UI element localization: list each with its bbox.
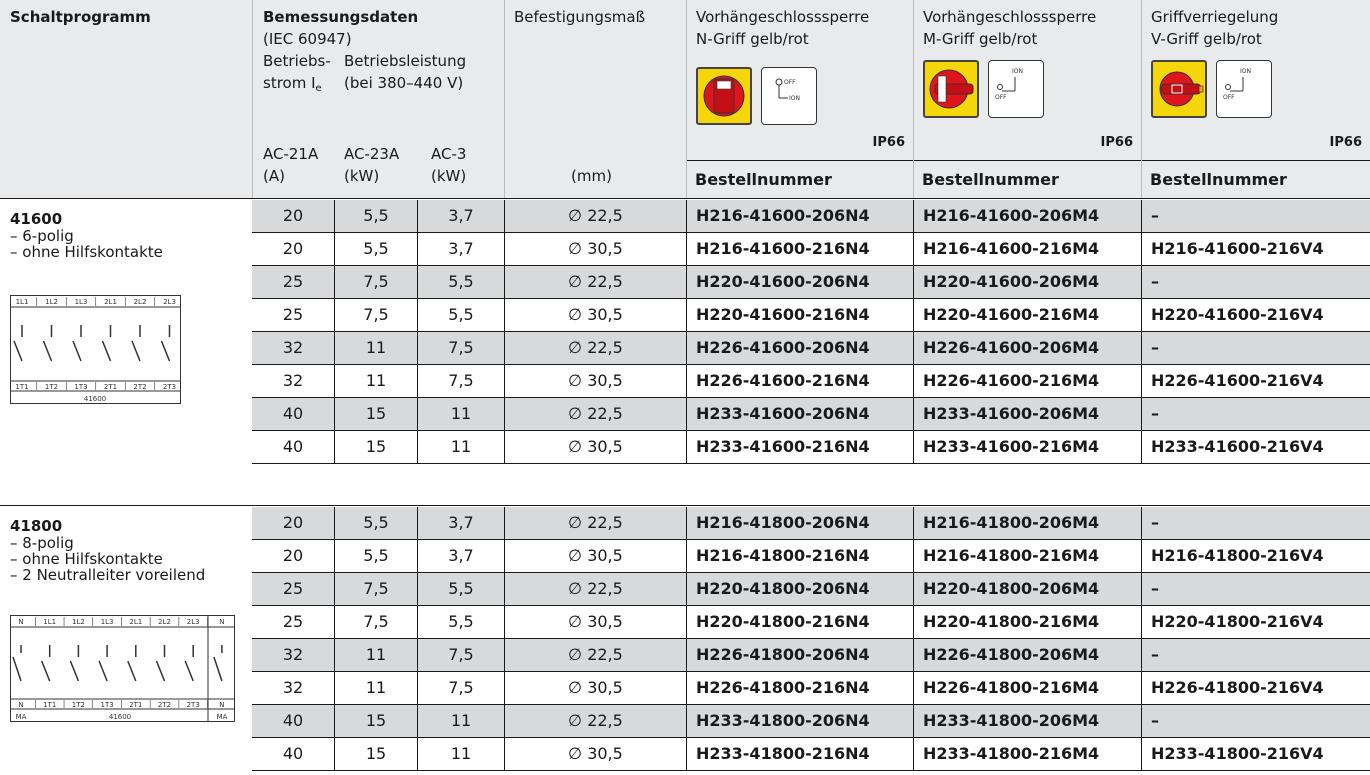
group-41600-rows	[252, 200, 1370, 464]
cell-ac23: 11	[334, 672, 417, 704]
diagram-top-label: 2L2	[158, 618, 171, 626]
diagram-bottom-label: 2T3	[186, 701, 200, 709]
v-griff-symbol-icon	[1216, 60, 1272, 118]
cell-order-m: H233-41600-206M4	[913, 398, 1141, 430]
cell-ac3: 5,5	[417, 573, 504, 605]
m-griff-off-label: OFF	[995, 94, 1007, 101]
cell-order-n: H226-41600-206N4	[686, 332, 913, 364]
cell-ac21: 25	[282, 305, 304, 324]
header-col-befestigung	[504, 0, 686, 198]
cell-mount: ∅ 22,5	[504, 398, 686, 430]
diagram-top-label: 1L1	[43, 618, 57, 626]
cell-order-n: H216-41600-206N4	[686, 200, 913, 232]
diagram-bottom-label: 2T2	[133, 383, 147, 391]
cell-ac3: 7,5	[417, 639, 504, 671]
cell-order-n: H220-41800-216N4	[686, 606, 913, 638]
cell-ac21: 25	[282, 272, 304, 291]
cell-mount: ∅ 30,5	[504, 233, 686, 265]
table-row	[252, 365, 1370, 398]
diagram-bottom-label: 2T1	[129, 701, 143, 709]
diagram-top-label: N	[18, 618, 24, 626]
cell-ac23: 7,5	[334, 266, 417, 298]
cell-order-m: H220-41600-206M4	[913, 266, 1141, 298]
table-row	[252, 200, 1370, 233]
cell-ac3: 11	[417, 431, 504, 463]
cell-mount: ∅ 30,5	[504, 606, 686, 638]
diagram-top-label: 1L2	[45, 298, 58, 306]
m-griff-images	[923, 60, 1044, 118]
cell-order-v: H233-41800-216V4	[1141, 738, 1370, 770]
diagram-top-label: 2L2	[133, 298, 147, 306]
diagram-41800-left-ma: MA	[15, 713, 27, 721]
cell-order-n: H220-41800-206N4	[686, 573, 913, 605]
cell-order-m: H216-41600-216M4	[913, 233, 1141, 265]
n-griff-images	[696, 67, 817, 125]
table-row	[252, 233, 1370, 266]
cell-order-v: H233-41600-216V4	[1141, 431, 1370, 463]
cell-mount: ∅ 22,5	[504, 639, 686, 671]
cell-mount: ∅ 22,5	[504, 573, 686, 605]
circuit-diagram-41800	[10, 615, 236, 727]
diagram-top-label: 1L2	[71, 618, 85, 626]
header-power-line1: Betriebsleistung	[344, 52, 467, 70]
header-col-m-griff	[913, 0, 1141, 198]
diagram-top-label: 2L1	[104, 298, 117, 306]
diagram-bottom-label: 2T3	[162, 383, 177, 391]
diagram-41800-right-ma: MA	[216, 713, 228, 721]
table-row	[252, 738, 1370, 771]
cell-ac3: 11	[417, 705, 504, 737]
diagram-top-label: 2L3	[163, 298, 176, 306]
cell-ac3: 11	[417, 398, 504, 430]
cell-mount: ∅ 22,5	[504, 705, 686, 737]
table-row	[252, 705, 1370, 738]
cell-order-n: H216-41600-216N4	[686, 233, 913, 265]
cell-order-v: H220-41800-216V4	[1141, 606, 1370, 638]
cell-order-n: H216-41800-216N4	[686, 540, 913, 572]
cell-ac21: 32	[282, 678, 304, 697]
cell-order-v: –	[1141, 507, 1370, 539]
cell-mount: ∅ 22,5	[504, 266, 686, 298]
m-griff-order-header	[914, 160, 1141, 198]
cell-ac21: 40	[282, 744, 304, 763]
header-m-line1: Vorhängeschlosssperre	[923, 8, 1097, 26]
diagram-bottom-label: 2T2	[157, 701, 172, 709]
cell-order-m: H233-41800-206M4	[913, 705, 1141, 737]
cell-order-v: –	[1141, 398, 1370, 430]
header-current-text: strom I	[263, 74, 316, 92]
diagram-bottom-label: 1T2	[44, 383, 59, 391]
cell-ac21: 25	[282, 579, 304, 598]
cell-ac23: 15	[334, 398, 417, 430]
diagram-bottom-label: 1T1	[15, 383, 29, 391]
cell-order-n: H216-41800-206N4	[686, 507, 913, 539]
v-griff-images	[1151, 60, 1272, 118]
cell-ac3: 11	[417, 738, 504, 770]
cell-ac3: 3,7	[417, 540, 504, 572]
n-griff-handle-icon	[696, 67, 752, 125]
v-griff-ip: IP66	[1329, 135, 1362, 150]
header-current-line2	[263, 72, 322, 100]
header-current-subscript: e	[315, 83, 322, 94]
table-row	[252, 507, 1370, 540]
cell-order-m: H220-41800-206M4	[913, 573, 1141, 605]
cell-order-v: H226-41600-216V4	[1141, 365, 1370, 397]
cell-ac23: 7,5	[334, 299, 417, 331]
cell-order-m: H233-41800-216M4	[913, 738, 1141, 770]
header-col-n-griff	[686, 0, 913, 198]
header-ac23-unit: (kW)	[344, 167, 380, 185]
diagram-bottom-label: 1T2	[71, 701, 85, 709]
cell-mount: ∅ 22,5	[504, 507, 686, 539]
cell-ac23: 5,5	[334, 200, 417, 232]
header-col-v-griff	[1141, 0, 1370, 198]
table-row	[252, 540, 1370, 573]
cell-order-v: –	[1141, 639, 1370, 671]
group-41800	[0, 505, 1370, 775]
cell-ac23: 7,5	[334, 573, 417, 605]
v-griff-off-label: OFF	[1223, 94, 1235, 101]
header-n-line2: N-Griff gelb/rot	[696, 30, 809, 48]
cell-order-v: H226-41800-216V4	[1141, 672, 1370, 704]
cell-order-m: H226-41600-206M4	[913, 332, 1141, 364]
table-row	[252, 431, 1370, 464]
header-ac21: AC-21A	[263, 145, 319, 163]
group-41800-line2: – ohne Hilfskontakte	[10, 550, 163, 568]
group-41600-line1: – 6-polig	[10, 227, 74, 245]
cell-ac23: 15	[334, 738, 417, 770]
diagram-top-label: 2L3	[186, 618, 200, 626]
cell-ac21: 20	[282, 239, 304, 258]
cell-order-n: H233-41800-206N4	[686, 705, 913, 737]
cell-mount: ∅ 30,5	[504, 738, 686, 770]
cell-ac3: 3,7	[417, 200, 504, 232]
cell-order-m: H216-41800-206M4	[913, 507, 1141, 539]
cell-order-v: H216-41600-216V4	[1141, 233, 1370, 265]
cell-mount: ∅ 30,5	[504, 299, 686, 331]
header-standard: (IEC 60947)	[263, 30, 352, 48]
cell-ac23: 11	[334, 332, 417, 364]
cell-ac23: 5,5	[334, 507, 417, 539]
diagram-bottom-label: 2T1	[103, 383, 118, 391]
header-power-line2: (bei 380–440 V)	[344, 74, 464, 92]
cell-ac23: 15	[334, 705, 417, 737]
cell-ac21: 32	[282, 645, 304, 664]
n-griff-symbol-icon	[761, 67, 817, 125]
diagram-top-label: 1L1	[15, 298, 29, 306]
table-row	[252, 332, 1370, 365]
cell-order-n: H226-41800-216N4	[686, 672, 913, 704]
cell-order-n: H220-41600-216N4	[686, 299, 913, 331]
group-41600-title: 41600	[10, 210, 63, 228]
header-ac3: AC-3	[431, 145, 467, 163]
cell-ac21: 32	[282, 371, 304, 390]
diagram-bottom-label: N	[18, 701, 24, 709]
cell-ac21: 40	[282, 437, 304, 456]
diagram-41600-caption: 41600	[83, 395, 107, 403]
group-41800-title: 41800	[10, 517, 63, 535]
cell-order-m: H226-41800-216M4	[913, 672, 1141, 704]
header-befestigung-title: Befestigungsmaß	[514, 8, 646, 26]
cell-ac23: 11	[334, 639, 417, 671]
n-griff-on-label: ION	[789, 95, 800, 102]
diagram-top-label: 2L1	[129, 618, 143, 626]
cell-ac3: 5,5	[417, 266, 504, 298]
table-row	[252, 398, 1370, 431]
cell-ac21: 40	[282, 711, 304, 730]
cell-ac3: 5,5	[417, 299, 504, 331]
m-griff-ip: IP66	[1100, 135, 1133, 150]
cell-mount: ∅ 30,5	[504, 431, 686, 463]
table-row	[252, 266, 1370, 299]
header-n-line1: Vorhängeschlosssperre	[696, 8, 870, 26]
group-41800-line1: – 8-polig	[10, 534, 74, 552]
diagram-bottom-label: 1T3	[100, 701, 114, 709]
v-griff-order-label: Bestellnummer	[1150, 170, 1287, 189]
cell-order-m: H233-41600-216M4	[913, 431, 1141, 463]
v-griff-handle-icon	[1151, 60, 1207, 118]
cell-ac21: 25	[282, 612, 304, 631]
header-schaltprogramm-title: Schaltprogramm	[10, 8, 151, 26]
cell-ac23: 15	[334, 431, 417, 463]
cell-ac21: 20	[282, 513, 304, 532]
cell-mount: ∅ 30,5	[504, 540, 686, 572]
diagram-bottom-label: 1T1	[43, 701, 57, 709]
header-ac3-unit: (kW)	[431, 167, 467, 185]
diagram-top-label: 1L3	[100, 618, 114, 626]
table-row	[252, 672, 1370, 705]
group-41800-rows	[252, 507, 1370, 771]
diagram-41800-caption: 41600	[108, 713, 132, 721]
cell-mount: ∅ 30,5	[504, 365, 686, 397]
header-current-line1: Betriebs-	[263, 52, 331, 70]
diagram-bottom-label: N	[219, 701, 225, 709]
cell-ac23: 5,5	[334, 233, 417, 265]
cell-ac23: 5,5	[334, 540, 417, 572]
header-col-bemessungsdaten	[252, 0, 504, 198]
cell-order-n: H233-41600-206N4	[686, 398, 913, 430]
cell-order-v: H216-41800-216V4	[1141, 540, 1370, 572]
circuit-diagram-41600	[10, 295, 182, 409]
n-griff-order-header	[687, 160, 913, 198]
cell-order-v: –	[1141, 266, 1370, 298]
table-header	[0, 0, 1370, 198]
group-41600	[0, 198, 1370, 468]
diagram-bottom-label: 1T3	[74, 383, 88, 391]
cell-ac3: 3,7	[417, 507, 504, 539]
table-row	[252, 639, 1370, 672]
cell-ac3: 7,5	[417, 672, 504, 704]
cell-ac3: 3,7	[417, 233, 504, 265]
cell-order-v: –	[1141, 705, 1370, 737]
m-griff-symbol-icon	[988, 60, 1044, 118]
diagram-top-label: 1L3	[74, 298, 88, 306]
n-griff-order-label: Bestellnummer	[695, 170, 832, 189]
cell-ac3: 7,5	[417, 332, 504, 364]
cell-order-n: H233-41800-216N4	[686, 738, 913, 770]
cell-ac21: 20	[282, 206, 304, 225]
cell-order-n: H226-41800-206N4	[686, 639, 913, 671]
header-ac21-unit: (A)	[263, 167, 285, 185]
n-griff-ip: IP66	[872, 135, 905, 150]
cell-ac23: 11	[334, 365, 417, 397]
group-41800-line3: – 2 Neutralleiter voreilend	[10, 566, 206, 584]
cell-order-m: H216-41800-216M4	[913, 540, 1141, 572]
header-m-line2: M-Griff gelb/rot	[923, 30, 1038, 48]
header-v-line2: V-Griff gelb/rot	[1151, 30, 1262, 48]
cell-order-v: –	[1141, 332, 1370, 364]
diagram-top-label: N	[219, 618, 225, 626]
header-ac23: AC-23A	[344, 145, 400, 163]
cell-mount: ∅ 30,5	[504, 672, 686, 704]
cell-mount: ∅ 22,5	[504, 200, 686, 232]
cell-order-m: H216-41600-206M4	[913, 200, 1141, 232]
header-befestigung-unit: (mm)	[571, 167, 612, 185]
n-griff-off-label: OFF	[784, 79, 796, 86]
m-griff-handle-icon	[923, 60, 979, 118]
table-row	[252, 299, 1370, 332]
v-griff-order-header	[1142, 160, 1370, 198]
header-v-line1: Griffverriegelung	[1151, 8, 1279, 26]
cell-ac3: 7,5	[417, 365, 504, 397]
cell-order-n: H233-41600-216N4	[686, 431, 913, 463]
cell-ac21: 20	[282, 546, 304, 565]
group-41600-line2: – ohne Hilfskontakte	[10, 243, 163, 261]
cell-order-m: H226-41600-216M4	[913, 365, 1141, 397]
cell-mount: ∅ 22,5	[504, 332, 686, 364]
cell-order-v: H220-41600-216V4	[1141, 299, 1370, 331]
cell-ac21: 40	[282, 404, 304, 423]
cell-order-m: H220-41600-216M4	[913, 299, 1141, 331]
cell-order-m: H220-41800-216M4	[913, 606, 1141, 638]
cell-order-n: H226-41600-216N4	[686, 365, 913, 397]
cell-ac3: 5,5	[417, 606, 504, 638]
cell-order-v: –	[1141, 573, 1370, 605]
m-griff-on-label: ION	[1012, 68, 1023, 75]
table-row	[252, 606, 1370, 639]
cell-order-m: H226-41800-206M4	[913, 639, 1141, 671]
table-row	[252, 573, 1370, 606]
m-griff-order-label: Bestellnummer	[922, 170, 1059, 189]
header-col-schaltprogramm	[0, 0, 252, 198]
cell-ac21: 32	[282, 338, 304, 357]
header-bemessungsdaten-title: Bemessungsdaten	[263, 8, 419, 26]
v-griff-on-label: ION	[1240, 68, 1251, 75]
cell-order-n: H220-41600-206N4	[686, 266, 913, 298]
cell-ac23: 7,5	[334, 606, 417, 638]
cell-order-v: –	[1141, 200, 1370, 232]
